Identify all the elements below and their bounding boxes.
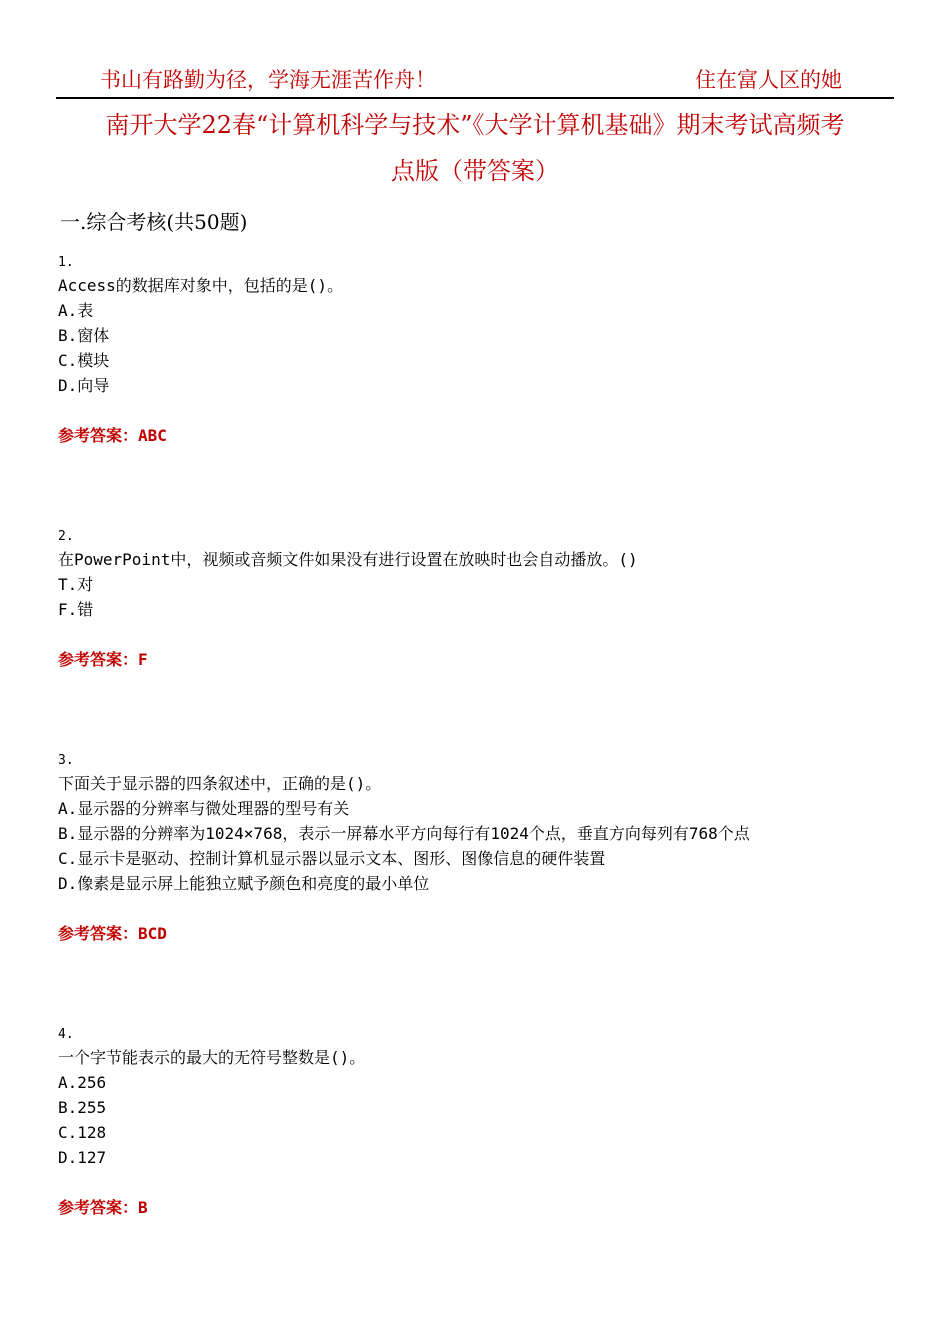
document-title-line-1: 南开大学22春“计算机科学与技术”《大学计算机基础》期末考试高频考: [105, 111, 845, 139]
question-number: 1.: [58, 255, 74, 270]
question-option: C.模块: [58, 351, 110, 370]
question-option: B.显示器的分辨率为1024×768，表示一屏幕水平方向每行有1024个点，垂直方向每列有768个点: [58, 824, 750, 843]
section-heading: 一.综合考核(共50题): [60, 210, 248, 234]
reference-answer: 参考答案：ABC: [58, 426, 167, 445]
document-title: [56, 102, 894, 194]
question-stem: 一个字节能表示的最大的无符号整数是()。: [58, 1048, 366, 1067]
question-number: 4.: [58, 1027, 74, 1042]
question-option: D.像素是显示屏上能独立赋予颜色和亮度的最小单位: [58, 874, 430, 893]
question-option: F.错: [58, 600, 94, 619]
reference-answer: 参考答案：BCD: [58, 924, 167, 943]
question-option: C.显示卡是驱动、控制计算机显示器以显示文本、图形、图像信息的硬件装置: [58, 849, 606, 868]
document-title-line-2: 点版（带答案）: [391, 157, 559, 185]
question-option: A.显示器的分辨率与微处理器的型号有关: [58, 799, 350, 818]
question-number: 3.: [58, 753, 74, 768]
question-option: A.256: [58, 1073, 107, 1092]
question-number: 2.: [58, 529, 74, 544]
question-stem: 下面关于显示器的四条叙述中，正确的是()。: [58, 774, 382, 793]
question-option: C.128: [58, 1123, 107, 1142]
reference-answer: 参考答案：B: [58, 1198, 148, 1217]
question-2: [58, 527, 638, 672]
question-option: T.对: [58, 575, 94, 594]
header-motto-right: 住在富人区的她: [695, 68, 842, 92]
reference-answer: 参考答案：F: [58, 650, 148, 669]
header-motto-left: 书山有路勤为径，学海无涯苦作舟！: [100, 68, 436, 92]
question-option: A.表: [58, 301, 94, 320]
question-option: B.窗体: [58, 326, 110, 345]
header-rule: [56, 97, 894, 99]
question-1: [58, 253, 343, 448]
question-3: [58, 751, 750, 946]
question-stem: 在PowerPoint中，视频或音频文件如果没有进行设置在放映时也会自动播放。(): [58, 550, 638, 569]
question-option: D.向导: [58, 376, 110, 395]
question-option: D.127: [58, 1148, 107, 1167]
question-stem: Access的数据库对象中，包括的是()。: [58, 276, 344, 295]
question-option: B.255: [58, 1098, 107, 1117]
question-4: [58, 1025, 365, 1220]
